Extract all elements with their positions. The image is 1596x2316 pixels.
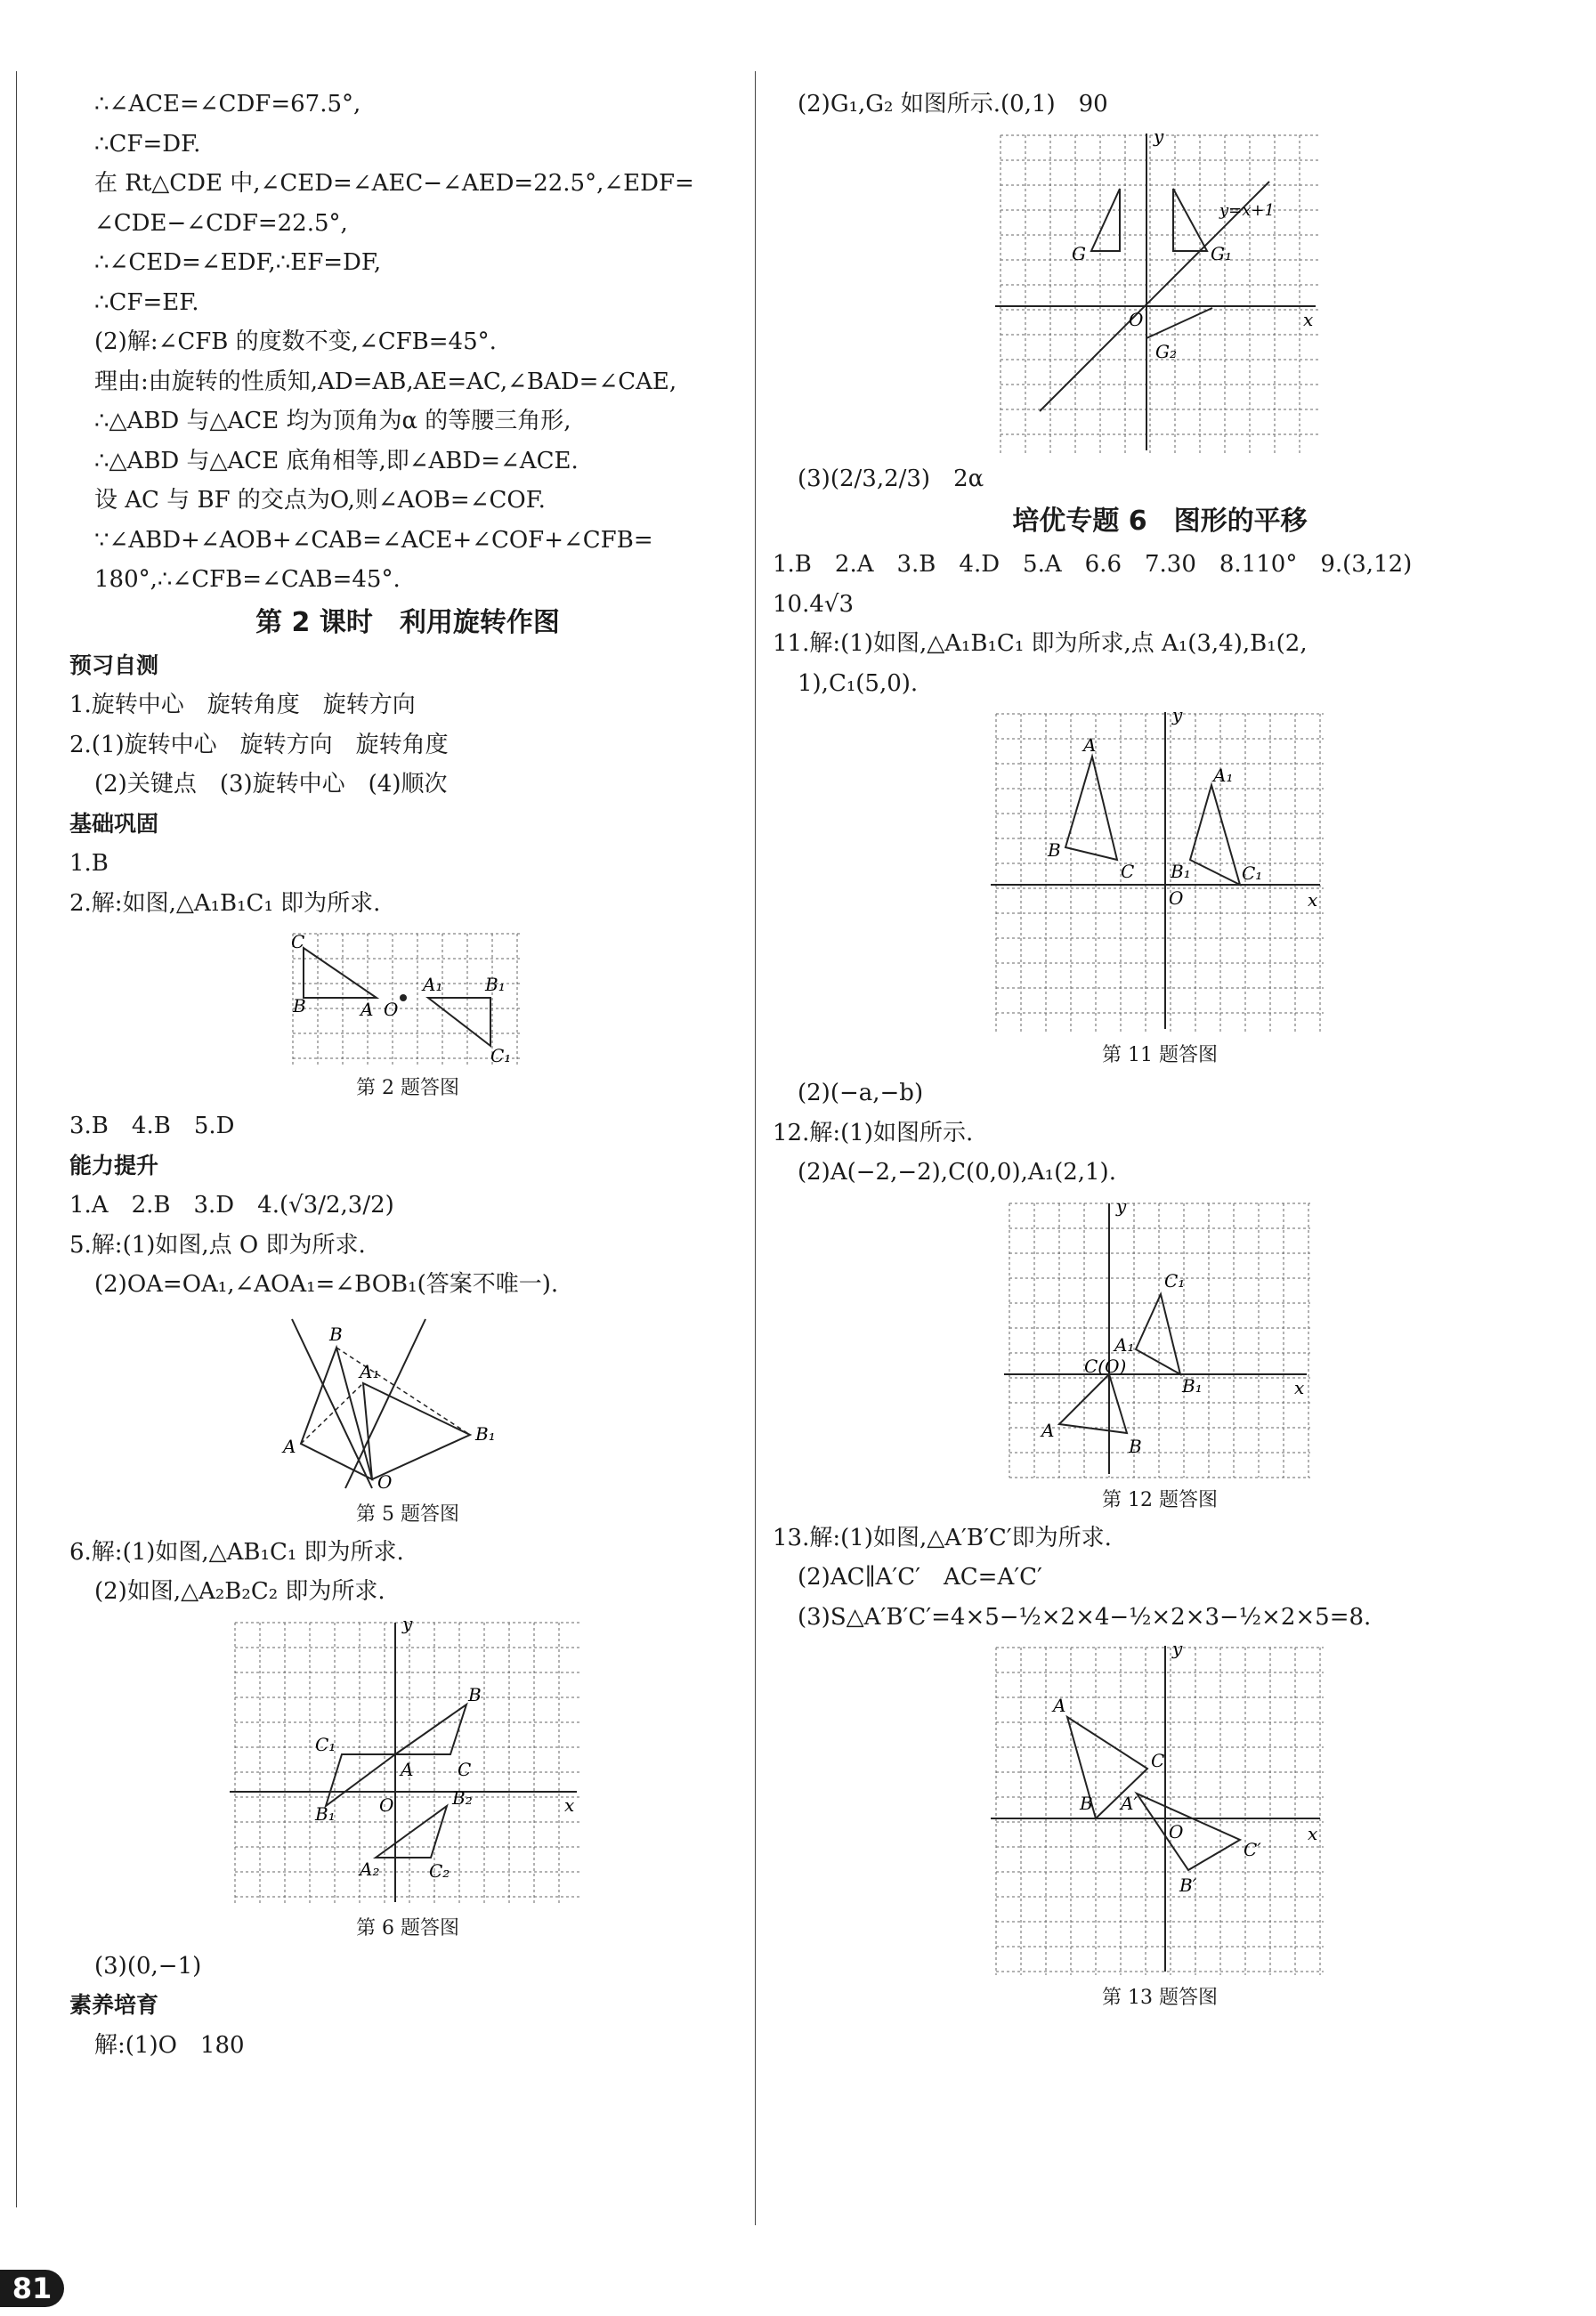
left-column [69,85,746,2065]
label-b1: B₁ [475,1422,496,1445]
figure-caption: 第 12 题答图 [1102,1488,1218,1511]
text-line: 10.4√3 [773,590,854,618]
text-line: (2)G₁,G₂ 如图所示.(0,1) 90 [798,91,1108,117]
label-a1: A₁ [1114,1333,1135,1356]
label-y: y [402,1616,413,1634]
label-x: x [1303,308,1314,330]
text-line: (3)(2/3,2/3) 2α [798,465,984,492]
text-line: 解:(1)O 180 [94,2031,245,2059]
text-line: 1.B 2.A 3.B 4.D 5.A 6.6 7.30 8.110° 9.(3,12) [773,551,1413,578]
label-o: O [377,1470,393,1493]
label-a: A [283,1435,296,1457]
figure-g [995,130,1325,459]
label-b: B [293,995,306,1016]
label-b1: B₁ [1182,1374,1203,1397]
label-o: O [384,999,399,1020]
figure-2 [288,928,528,1071]
text-line: (3)(0,−1) [94,1952,202,1980]
label-x: x [1308,889,1318,911]
text-line: 1.B [69,850,109,877]
text-line: 5.解:(1)如图,点 O 即为所求. [69,1231,366,1259]
text-line: ∴∠ACE=∠CDF=67.5°, [94,91,361,117]
triangle-a1b1c1 [1137,1794,1240,1870]
text-line: ∴CF=EF. [94,288,199,316]
label-o: O [1129,308,1144,330]
label-y: y [1116,1197,1127,1217]
label-c1: C₁ [490,1045,512,1066]
label-g2: G₂ [1155,340,1177,362]
text-line: 180°,∴∠CFB=∠CAB=45°. [94,566,401,593]
label-a: A [1041,1419,1055,1441]
text-line: (2)A(−2,−2),C(0,0),A₁(2,1). [798,1159,1116,1186]
text-line: 2.解:如图,△A₁B₁C₁ 即为所求. [69,889,381,917]
label-b: B [468,1683,482,1705]
label-a1: A₁ [423,974,443,995]
triangle-g [1091,189,1120,251]
label-o: O [1169,887,1184,909]
text-line: ∵∠ABD+∠AOB+∠CAB=∠ACE+∠COF+∠CFB= [94,526,653,554]
label-b-prime: B′ [1179,1875,1197,1896]
section-heading: 能力提升 [69,1152,159,1178]
triangle-abc [1065,757,1117,860]
figure-12 [1004,1198,1316,1483]
text-line: ∴△ABD 与△ACE 均为顶角为α 的等腰三角形, [94,408,571,434]
grid [1009,1203,1310,1478]
text-line: ∴CF=DF. [94,130,201,158]
label-o: O [379,1794,394,1816]
label-c-prime: C′ [1244,1839,1261,1860]
grid [293,934,523,1065]
label-g1: G₁ [1211,242,1232,264]
triangle-g1 [1173,189,1207,251]
grid [996,1648,1324,1975]
label-x: x [1308,1823,1318,1844]
figure-caption: 第 13 题答图 [1102,1987,1218,2009]
label-c: C [1121,861,1135,882]
label-b: B [1048,839,1061,861]
lesson-title: 第 2 课时 利用旋转作图 [255,606,560,638]
label-b1: B₁ [485,974,506,995]
figure-caption: 第 11 题答图 [1102,1044,1218,1066]
label-c: C [458,1758,472,1780]
grid [996,714,1324,1032]
label-c1: C₁ [1164,1269,1186,1292]
triangle-a1b1c1 [428,998,490,1046]
text-line: 6.解:(1)如图,△AB₁C₁ 即为所求. [69,1538,404,1566]
label-y: y [1172,1642,1183,1659]
right-column [773,85,1547,2016]
label-co: C(O) [1084,1355,1127,1377]
figure-caption: 第 2 题答图 [356,1077,459,1099]
label-c: C [1151,1750,1165,1771]
label-c1: C₁ [315,1733,336,1755]
text-line: 1.A 2.B 3.D 4.(√3/2,3/2) [69,1192,394,1219]
text-line: 在 Rt△CDE 中,∠CED=∠AEC−∠AED=22.5°,∠EDF= [94,170,694,197]
figure-caption: 第 5 题答图 [356,1502,459,1526]
text-line: (2)(−a,−b) [798,1080,924,1106]
figure-6 [230,1617,586,1911]
triangle-abc [1059,1374,1127,1433]
label-a: A [361,999,374,1020]
triangle-a1b1c1 [1190,785,1240,885]
text-line: (2)AC∥A′C′ AC=A′C′ [798,1564,1042,1591]
left-margin-rule [16,71,17,2207]
label-y: y [1172,709,1183,725]
text-line: ∠CDE−∠CDF=22.5°, [94,209,348,237]
label-a2: A₂ [360,1858,380,1880]
figure-caption: 第 6 题答图 [356,1916,459,1939]
label-b: B [329,1323,343,1345]
topic-title: 培优专题 6 图形的平移 [1012,506,1308,537]
triangle-a1b1o [363,1383,470,1479]
label-line: y=x+1 [1219,200,1275,220]
label-x: x [1294,1376,1305,1398]
section-heading: 素养培育 [69,1992,159,2018]
bisector-2 [345,1319,425,1488]
segment-g2 [1146,308,1212,338]
label-c: C [291,931,305,952]
text-line: (2)关键点 (3)旋转中心 (4)顺次 [94,771,448,798]
text-line: 3.B 4.B 5.D [69,1113,235,1139]
text-line: 2.(1)旋转中心 旋转方向 旋转角度 [69,731,449,758]
label-b1: B₁ [315,1802,336,1825]
text-line: 11.解:(1)如图,△A₁B₁C₁ 即为所求,点 A₁(3,4),B₁(2, [773,630,1308,657]
text-line: 1.旋转中心 旋转角度 旋转方向 [69,692,416,718]
section-heading: 预习自测 [69,652,159,678]
text-line: (3)S△A′B′C′=4×5−½×2×4−½×2×3−½×2×5=8. [798,1603,1372,1631]
text-line: 理由:由旋转的性质知,AD=AB,AE=AC,∠BAD=∠CAE, [94,368,677,395]
label-b: B [1129,1435,1142,1457]
text-line: (2)解:∠CFB 的度数不变,∠CFB=45°. [94,328,497,355]
label-c2: C₂ [429,1859,450,1882]
label-x: x [564,1794,575,1816]
label-b: B [1080,1793,1093,1814]
figure-11 [991,709,1329,1038]
text-line: ∴△ABD 与△ACE 底角相等,即∠ABD=∠ACE. [94,447,579,474]
page-number: 81 [0,2270,64,2307]
text-line: 13.解:(1)如图,△A′B′C′即为所求. [773,1524,1112,1551]
label-a: A [1053,1695,1066,1716]
triangle-abc [304,948,377,998]
label-g: G [1072,242,1086,264]
text-line: 12.解:(1)如图所示. [773,1119,974,1146]
figure-13 [991,1642,1329,1980]
label-a: A [1083,734,1097,756]
text-line: ∴∠CED=∠EDF,∴EF=DF, [94,249,382,276]
section-heading: 基础巩固 [69,810,159,837]
triangle-a1b1c1 [1136,1294,1180,1374]
column-divider [755,71,756,2225]
center-o-dot [400,994,407,1001]
label-a: A [401,1758,414,1780]
label-o: O [1169,1821,1184,1842]
label-y: y [1154,129,1164,147]
label-a1: A₁ [360,1360,380,1382]
label-b2: B₂ [452,1786,473,1809]
label-c1: C₁ [1242,862,1263,884]
text-line: 1),C₁(5,0). [798,669,919,697]
text-line: 设 AC 与 BF 的交点为O,则∠AOB=∠COF. [94,487,546,514]
proof-lines [69,85,746,600]
label-b1: B₁ [1171,861,1191,882]
figure-5 [274,1310,541,1497]
label-a1: A₁ [1213,765,1234,786]
text-line: (2)OA=OA₁,∠AOA₁=∠BOB₁(答案不唯一). [94,1271,559,1298]
text-line: (2)如图,△A₂B₂C₂ 即为所求. [94,1578,385,1605]
grid [1001,135,1319,454]
label-a-prime: A′ [1121,1793,1138,1814]
